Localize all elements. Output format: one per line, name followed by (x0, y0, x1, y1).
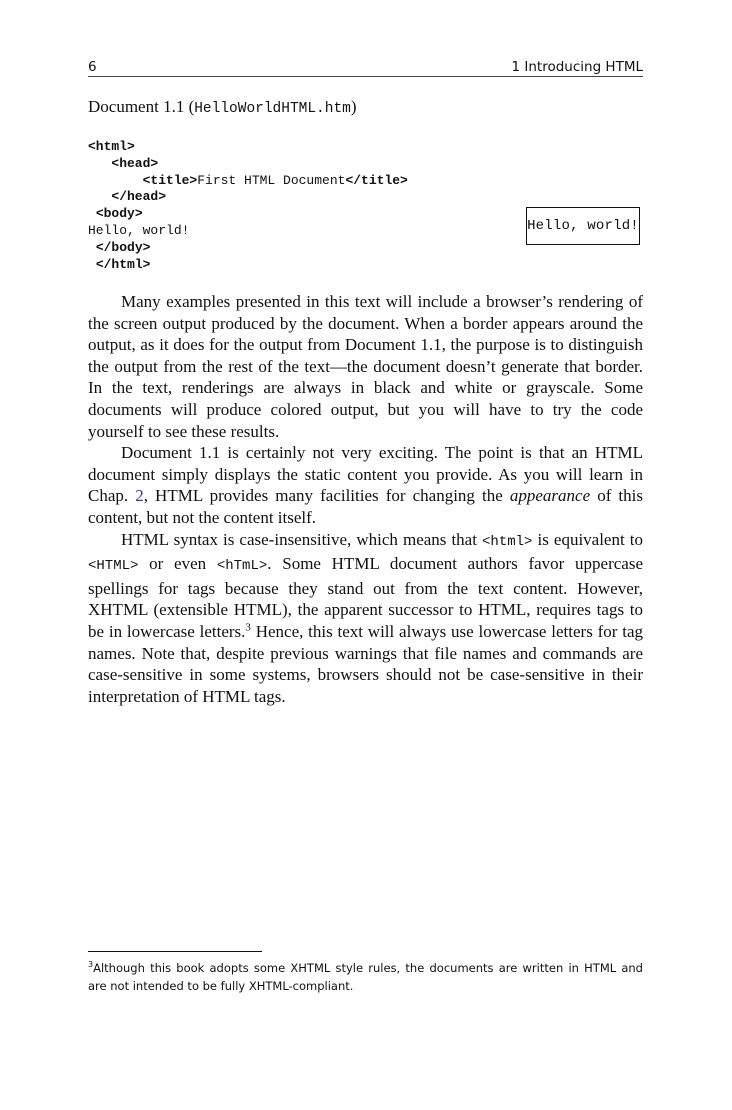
emphasis-text: appearance (509, 486, 591, 506)
paragraph-text: . Some HTML document authors favor uppercase spellings for tags because they stand out from the text content. However, XHTML (extensible HTML), the apparent successor to HTML, requires tags to be in lowercase letters. (88, 554, 643, 641)
code-line (88, 156, 158, 171)
caption-filename: HelloWorldHTML.htm (194, 101, 351, 117)
code-line (88, 223, 189, 238)
code-line (88, 257, 150, 272)
paragraph-text: Document 1.1 is certainly not very exciting. The point is that an HTML document simply displays the static content you provide. As you will learn in Chap. (88, 443, 643, 506)
code-tag: </head> (111, 189, 167, 205)
paragraph-text: HTML syntax is case-insensitive, which means that (121, 529, 483, 549)
page (88, 54, 643, 707)
body-paragraph (88, 442, 643, 528)
code-line (88, 189, 166, 204)
document-caption (88, 97, 643, 117)
chapter-link[interactable]: 2 (135, 486, 144, 506)
code-tag: <head> (111, 155, 159, 171)
paragraph-text: of this content, but not the content itself. (88, 486, 643, 527)
code-line (88, 206, 143, 221)
code-line (88, 139, 135, 154)
code-tag: </title> (345, 172, 408, 188)
paragraph-text: or even (138, 554, 217, 574)
paragraph-text: is equivalent to (532, 529, 643, 549)
inline-code: <HTML> (88, 558, 139, 575)
footnote-reference[interactable]: 3 (245, 621, 251, 634)
footnote-rule (88, 951, 262, 952)
code-tag: <title> (142, 172, 198, 188)
chapter-title: 1 Introducing HTML (511, 59, 643, 75)
code-line (88, 173, 408, 188)
page-number: 6 (88, 59, 97, 75)
code-text: First HTML Document (197, 172, 346, 188)
inline-code: <html> (482, 533, 533, 550)
rendered-output-box: Hello, world! (526, 207, 640, 245)
paragraph-text: , HTML provides many facilities for changing the (143, 486, 510, 506)
body-text (88, 291, 643, 707)
footnote-text: Although this book adopts some XHTML style rules, the documents are written in HTML and are not intended to be fully XHTML-compliant. (88, 961, 643, 993)
code-tag: </body> (95, 239, 151, 255)
caption-close: ) (350, 97, 357, 116)
code-tag: <body> (95, 206, 143, 222)
caption-label: Document 1.1 ( (88, 97, 195, 116)
body-paragraph (88, 291, 643, 442)
paragraph-text: Hence, this text will always use lowercase letters for tag names. Note that, despite previous warnings that file names and commands are case-sensitive in some systems, browsers should not be case-sensitive in their interpretation of HTML tags. (88, 621, 643, 706)
code-example (88, 139, 643, 273)
footnote (88, 960, 643, 995)
footnote-marker: 3 (88, 960, 94, 970)
body-paragraph (88, 529, 643, 708)
code-tag: </html> (95, 256, 151, 272)
code-text: Hello, world! (88, 222, 190, 238)
paragraph-text: Many examples presented in this text will include a browser’s rendering of the screen output produced by the document. When a border appears around the output, as it does for the output from Document 1.1, the purpose is to distinguish the output from the rest of the text—the document doesn’t generate that border. In the text, renderings are always in black and white or grayscale. Some documents will produce colored output, but you will have to try the code yourself to see these results. (88, 292, 643, 441)
code-tag: <html> (88, 139, 135, 154)
running-header (88, 54, 643, 77)
code-line (88, 240, 150, 255)
inline-code: <hTmL> (216, 558, 268, 575)
